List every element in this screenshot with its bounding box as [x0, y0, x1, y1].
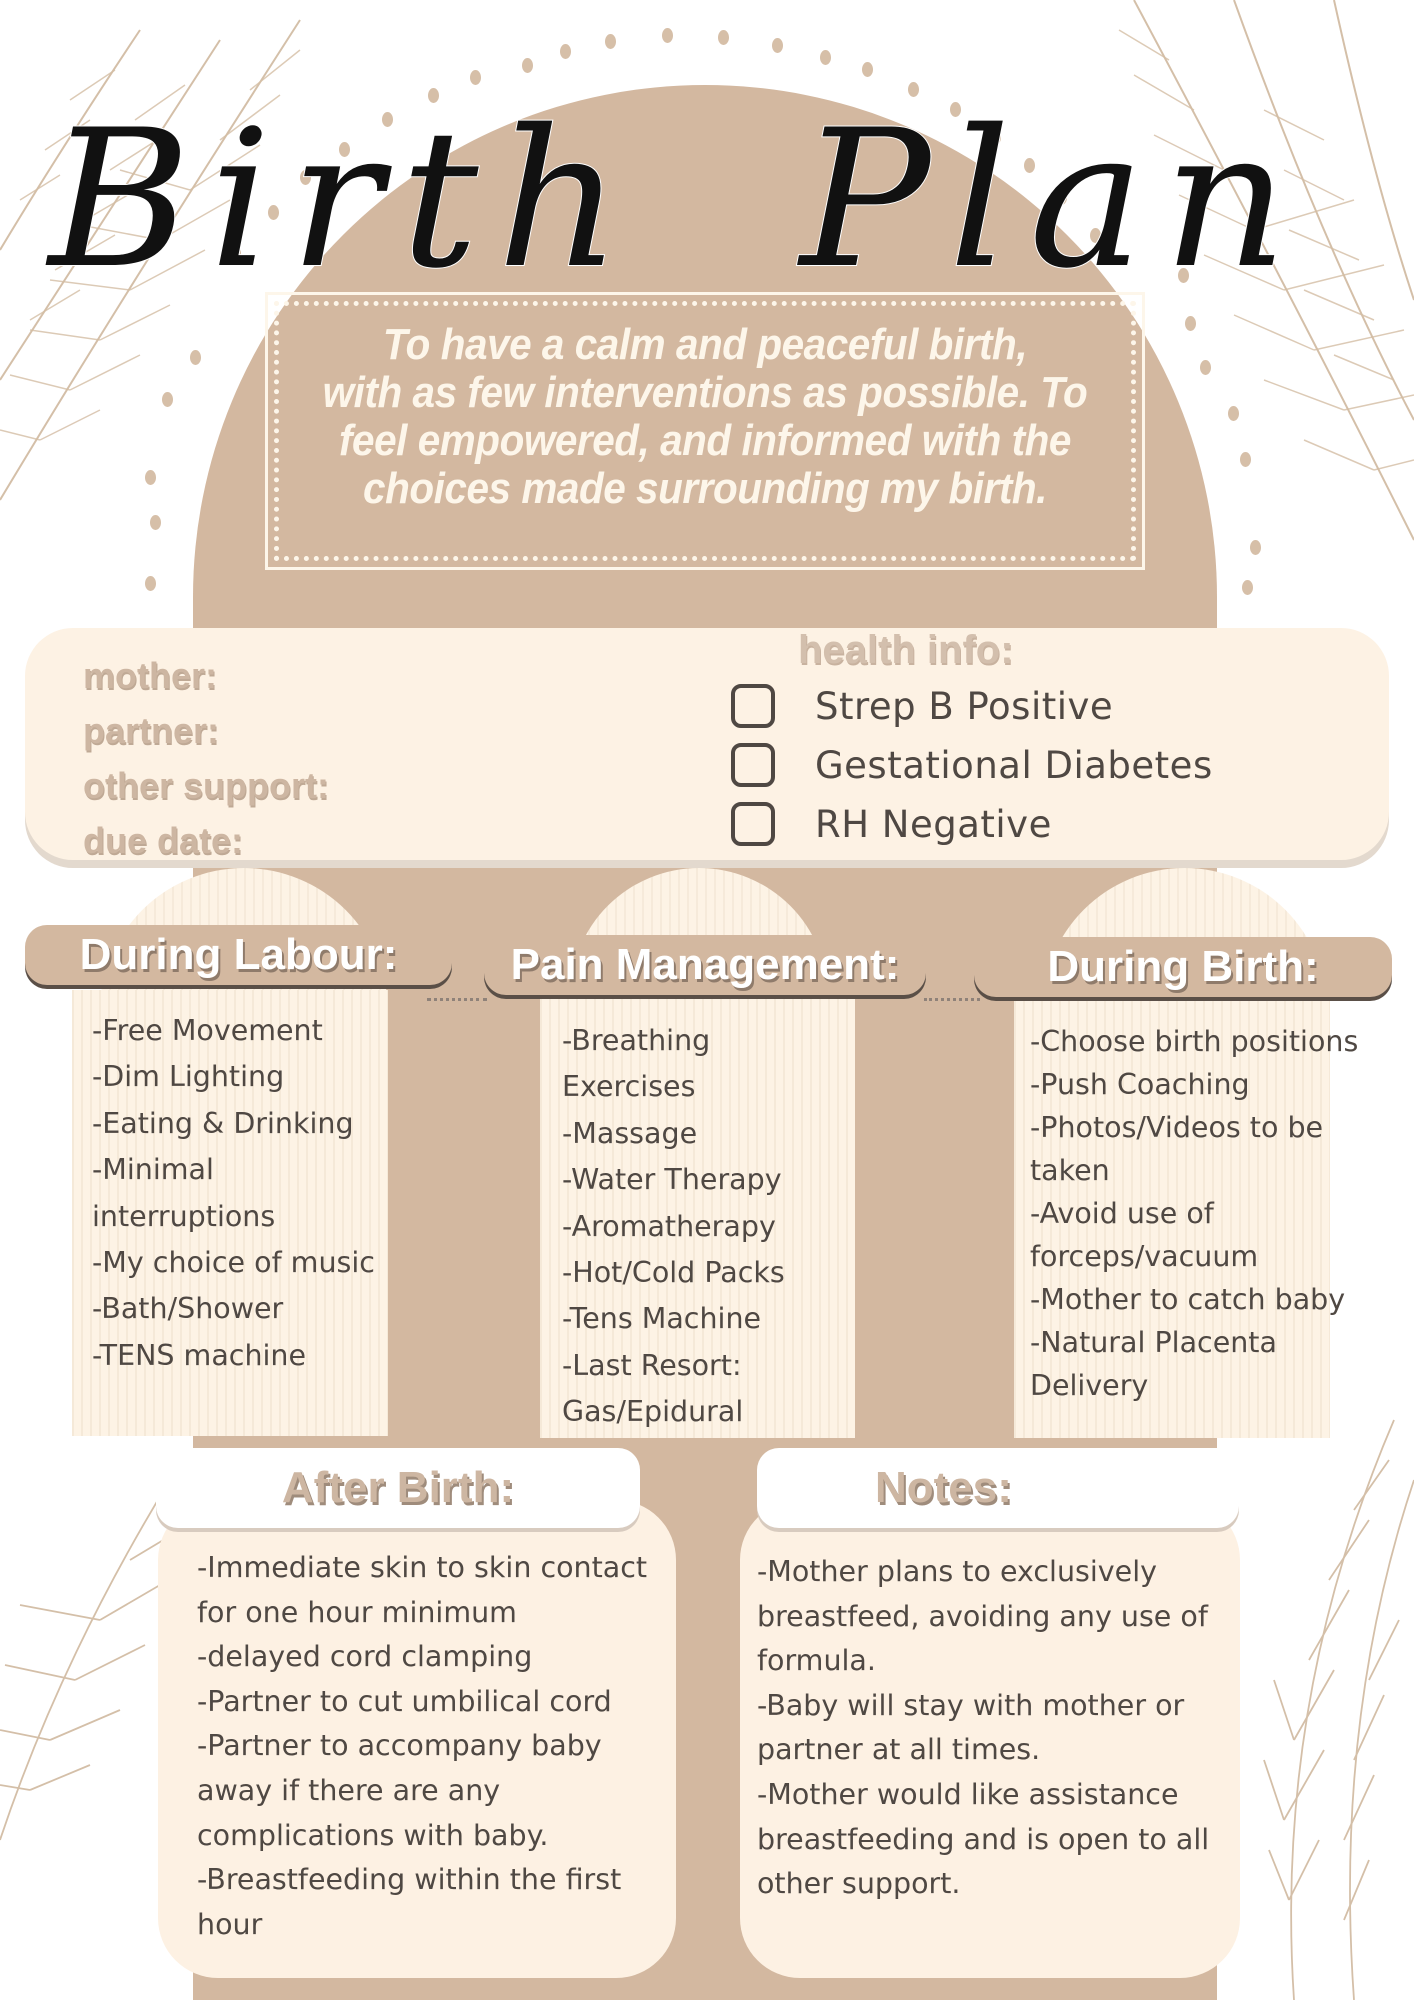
notes-list: [757, 1550, 1209, 1907]
list-item: Gas/Epidural: [562, 1395, 744, 1429]
health-item-label: RH Negative: [815, 802, 1052, 846]
list-item: -Tens Machine: [562, 1302, 762, 1336]
mission-line: with as few interventions as possible. To: [322, 368, 1088, 417]
mission-statement-text: [303, 321, 1107, 513]
list-item: breastfeeding and is open to all: [757, 1822, 1210, 1856]
list-item: Exercises: [562, 1070, 696, 1104]
other-support-field-label[interactable]: other support:: [83, 765, 329, 806]
list-item: -Immediate skin to skin contact: [197, 1551, 648, 1584]
page-title: [48, 80, 1307, 320]
health-info-heading: health info:: [798, 628, 1014, 672]
after-birth-header: After Birth:: [156, 1448, 640, 1528]
dotted-connector: [427, 998, 487, 1005]
during-labour-list: [92, 1008, 375, 1379]
gestational-diabetes-checkbox[interactable]: [731, 743, 775, 787]
mission-line: feel empowered, and informed with the: [339, 416, 1071, 465]
notes-header: Notes:: [757, 1448, 1239, 1528]
health-item-gestational-diabetes[interactable]: [731, 739, 1213, 791]
title-word-birth: Birth: [48, 89, 641, 310]
list-item: -Breastfeeding within the first: [197, 1863, 622, 1897]
list-item: other support.: [757, 1867, 961, 1901]
mother-field-label[interactable]: mother:: [83, 655, 217, 696]
list-item: -Minimal: [92, 1153, 214, 1187]
list-item: forceps/vacuum: [1030, 1240, 1259, 1273]
list-item: partner at all times.: [757, 1733, 1041, 1767]
list-item: breastfeed, avoiding any use of: [757, 1599, 1208, 1633]
list-item: -My choice of music: [92, 1246, 375, 1280]
during-labour-header: During Labour:: [25, 925, 452, 985]
due-date-field-label[interactable]: due date:: [83, 820, 244, 861]
dotted-connector: [924, 998, 980, 1005]
list-item: -Dim Lighting: [92, 1060, 285, 1094]
list-item: away if there are any: [197, 1773, 501, 1807]
list-item: -Avoid use of: [1030, 1197, 1214, 1230]
list-item: -Baby will stay with mother or: [757, 1688, 1185, 1722]
pain-management-list: [562, 1018, 785, 1436]
list-item: -Mother to catch baby: [1030, 1283, 1346, 1316]
list-item: taken: [1030, 1154, 1110, 1187]
list-item: -Massage: [562, 1116, 698, 1150]
list-item: -Mother plans to exclusively: [757, 1555, 1157, 1588]
during-birth-list: [1030, 1020, 1358, 1407]
mission-line: choices made surrounding my birth.: [363, 464, 1047, 513]
list-item: -Hot/Cold Packs: [562, 1256, 785, 1290]
list-item: complications with baby.: [197, 1818, 549, 1852]
list-item: -Partner to accompany baby: [197, 1729, 602, 1763]
health-item-strep-b[interactable]: [731, 680, 1113, 732]
partner-field-label[interactable]: partner:: [83, 710, 220, 751]
list-item: -Choose birth positions: [1030, 1025, 1359, 1058]
list-item: -Partner to cut umbilical cord: [197, 1684, 612, 1718]
mission-line: To have a calm and peaceful birth,: [382, 320, 1028, 369]
pampas-grass-decoration: [1234, 1400, 1414, 2000]
list-item: -Bath/Shower: [92, 1292, 284, 1326]
list-item: -delayed cord clamping: [197, 1640, 533, 1674]
list-item: -Water Therapy: [562, 1163, 782, 1197]
health-item-label: Gestational Diabetes: [815, 743, 1213, 787]
list-item: formula.: [757, 1644, 876, 1678]
mission-statement-box: [265, 292, 1145, 570]
personal-info-card: [25, 628, 1389, 860]
list-item: interruptions: [92, 1199, 276, 1233]
pain-management-header: Pain Management:: [484, 935, 926, 995]
health-item-rh-negative[interactable]: [731, 798, 1052, 850]
list-item: -Eating & Drinking: [92, 1106, 354, 1140]
list-item: -Photos/Videos to be: [1030, 1111, 1324, 1144]
list-item: -Last Resort:: [562, 1348, 742, 1382]
after-birth-list: [197, 1546, 647, 1947]
list-item: for one hour minimum: [197, 1595, 517, 1629]
list-item: -TENS machine: [92, 1338, 307, 1372]
list-item: -Push Coaching: [1030, 1068, 1250, 1101]
contact-fields: [83, 648, 329, 868]
list-item: -Free Movement: [92, 1014, 323, 1047]
list-item: -Mother would like assistance: [757, 1777, 1179, 1811]
list-item: hour: [197, 1907, 263, 1941]
list-item: -Aromatherapy: [562, 1209, 776, 1243]
during-birth-header: During Birth:: [974, 937, 1392, 997]
title-word-plan: Plan: [799, 89, 1307, 310]
health-item-label: Strep B Positive: [815, 684, 1114, 728]
strep-b-checkbox[interactable]: [731, 684, 775, 728]
rh-negative-checkbox[interactable]: [731, 802, 775, 846]
list-item: -Breathing: [562, 1024, 711, 1057]
list-item: Delivery: [1030, 1369, 1149, 1402]
list-item: -Natural Placenta: [1030, 1326, 1277, 1359]
